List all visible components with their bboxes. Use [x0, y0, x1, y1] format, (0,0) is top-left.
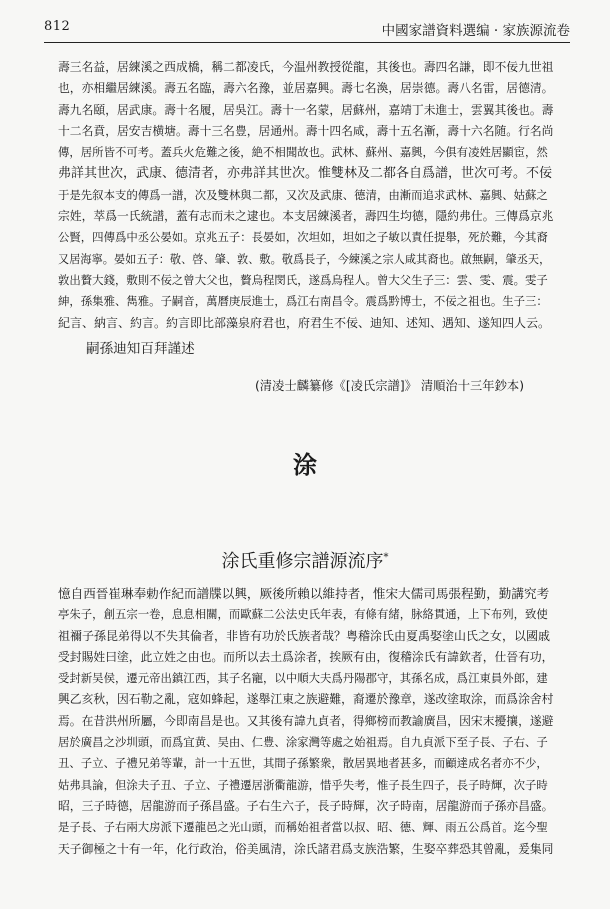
text-line: 天子御極之十有一年，化行政治，俗美風清，涂氏諸君爲支族浩繁，生娶卒葬恐其曾亂，爰集同 [58, 841, 554, 856]
preface-title-text: 涂氏重修宗譜源流序 [221, 551, 384, 572]
text-line: 壽三名益，居練溪之西成橋，稱二都凌氏，今温州教授從龍，其後也。壽四名謙，即不佞九世祖 [58, 60, 554, 74]
page-header [44, 19, 570, 41]
text-line: 是子長、子右兩大房派下遷龍邑之光山頭，而稱始祖者當以叔、昭、德、輝、雨五公爲首。迄今聖 [58, 820, 548, 835]
text-line: 于是先叙本支的傳爲一譜，次及雙林與二都，又次及武康、德清，由漸而追求武林、嘉興、姑蘇之 [58, 187, 548, 202]
text-line: 十二名賁，居安吉横塘。壽十三名豊，居通州。壽十四名咸，壽十五名漸，壽十六名随。行名尚 [58, 123, 554, 138]
text-line: 紀言、納言、約言。約言即比部藻泉府君也，府君生不佞、迪知、述知、遇知、遂知四人云。 [58, 315, 551, 330]
page-number: 812 [44, 19, 71, 34]
text-line: 壽九名頤，居武康。壽十名履，居吳江。壽十一名蒙，居蘇州，嘉靖丁未進士，雲翼其後也。壽 [58, 102, 554, 117]
surname-heading: 涂 [293, 450, 317, 479]
preface-title [0, 547, 610, 573]
text-line: 焉。在昔洪州所屬，今即南昌是也。又其後有諱九貞者，得鄉榜而教諭廣昌，因宋末擾攘，遂避 [58, 713, 554, 728]
text-line: 興乙亥秋，因石勒之亂，寇如蜂起，遂舉江東之族避難，裔遷於豫章，遂改塗取涂，而爲涂舍村 [58, 692, 554, 707]
text-line: 紳，孫集雅、雋雅。子嗣音，萬曆庚辰進士，爲江右南昌令。震爲黔博士，不佞之祖也。生子三： [58, 294, 548, 309]
header-rule [44, 42, 570, 43]
text-line: 丑、子立、子禮兄弟等輩，計一十五世，其間子孫繁衆，散居異地者甚多，而顧達成名者亦不少， [58, 756, 548, 771]
text-line: 受封賜姓曰塗，此立姓之由也。而所以去土爲涂者，挨厥有由，復稽涂氏有諱欽者，仕晉有功， [58, 649, 554, 664]
text-line: 傳，居所皆不可考。蓋兵火危難之後，絶不相聞故也。武林、蘇州、嘉興，今俱有凌姓居顯宦，然 [58, 145, 548, 160]
text-line: 亭朱子，創五宗一卷，息息相關，而歐蘇二公法史氏年表，有條有緒，脉絡貫通，上下布列，致使 [58, 607, 548, 622]
author-signature: 嗣孫迪知百拜謹述 [86, 341, 195, 357]
text-line: 祖禰子孫昆弟得以不失其倫者，非皆有功於氏族者哉？粤稽涂氏由夏禹娶塗山氏之女，以國戚 [58, 628, 551, 643]
running-title: 中國家譜資料選编 · 家族源流卷 [381, 23, 570, 39]
text-line: 憶自西晉崔琳奉勅作紀而譜牒以興，厥後所賴以維持者，惟宋大儒司馬張程勤，勤講究考 [58, 586, 550, 601]
source-citation: (清凌士麟纂修《[凌氏宗譜]》 清順治十三年鈔本) [254, 379, 524, 393]
text-line: 居於廣昌之沙圳頭，而爲宜黄、吴由、仁豊、涂家灣等處之始祖焉。自九貞派下至子長、子右、子 [58, 735, 548, 750]
text-line: 公賢，四傳爲中丞公晏如。京兆五子：長晏如，次坦如，坦如之子敏以責任提舉，死於難，今其裔 [58, 230, 548, 245]
text-line: 受封新吴侯，遷元帝出鎮江西，其子名寵，以中順大夫爲丹陽郡守，其孫名成，爲江東員外郎，建 [58, 671, 548, 686]
text-line: 敦出贅大錢，敷則不佞之曾大父也，贅烏程閔氏，遂爲烏程人。曾大父生子三：雲、雯、震。雯子 [58, 272, 548, 287]
text-line: 昭，三子時德，居龍游而子孫昌盛。子右生六子，長子時輝，次子時南，居龍游而子孫亦昌盛。 [58, 798, 554, 813]
text-line: 弗詳其世次，武康、德清者，亦弗詳其世次。惟雙林及二都各自爲譜，世次可考。不佞 [58, 166, 553, 182]
tu-preface-text [58, 583, 554, 860]
text-line: 姑弗具論，但涂夫子丑、子立、子禮遷居浙衢龍游，惜乎失考，惟子長生四子，長子時輝，次子時 [58, 777, 548, 792]
ling-genealogy-text [58, 57, 554, 334]
text-line: 宗姓，萃爲一氏統譜，蓋有志而未之逮也。本支居練溪者，壽四生均德，隱約弗仕。三傳爲京兆 [58, 209, 554, 224]
text-line: 又居海寧。晏如五子：敬、啓、肇、敦、敷。敬爲長子，今練溪之宗人咸其裔也。啟無嗣，肇丞天， [58, 252, 551, 266]
footnote-marker: * [383, 552, 389, 563]
text-line: 也，亦相繼居練溪。壽五名臨，壽六名豫，並居嘉興。壽七名渙，居崇德。壽八名雷，居德清。 [58, 81, 554, 96]
